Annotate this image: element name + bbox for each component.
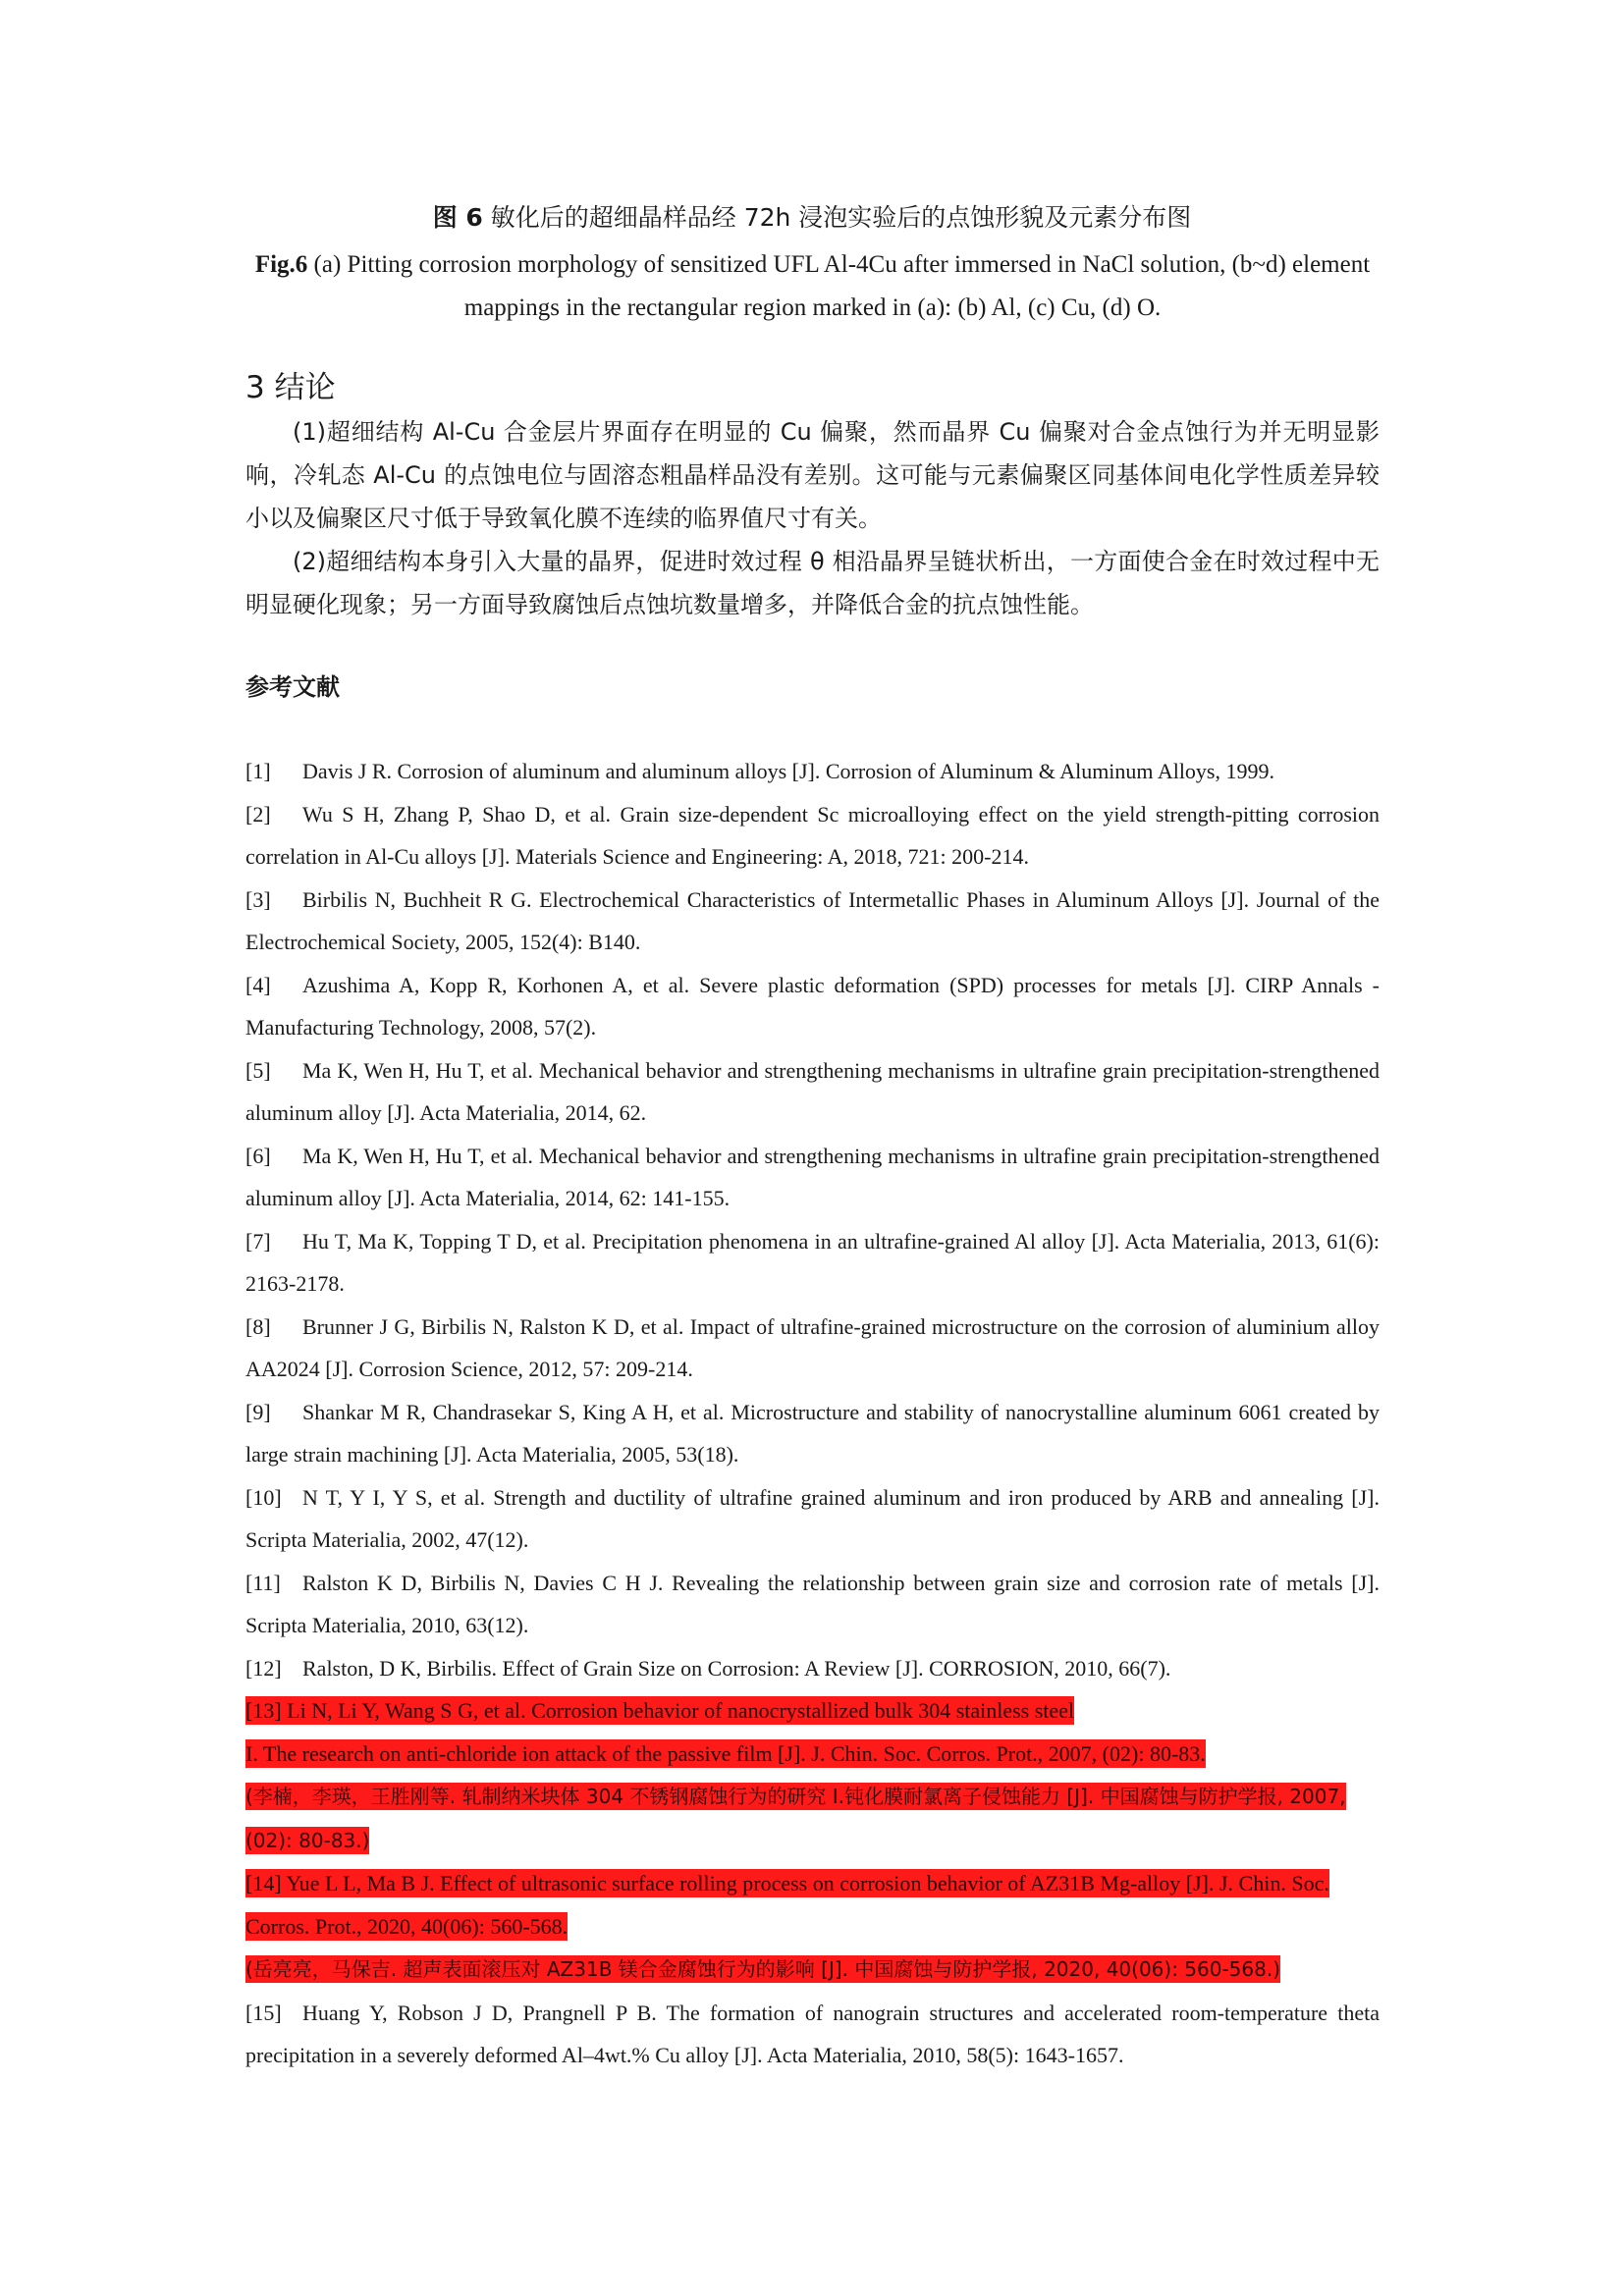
reference-item bbox=[245, 793, 1380, 879]
reference-text: Wu S H, Zhang P, Shao D, et al. Grain size-dependent Sc microalloying effect on the yield strength-pitting corrosion correlation in Al-Cu alloys [J]. Materials Science and Engineering: A, 2018, 721: 200-214. bbox=[245, 801, 1380, 869]
figure-caption-en bbox=[245, 243, 1380, 330]
reference-number: [9] bbox=[245, 1399, 271, 1424]
reference-text: Birbilis N, Buchheit R G. Electrochemical Characteristics of Intermetallic Phases in Aluminum Alloys [J]. Journal of the Electrochemical Society, 2005, 152(4): B140. bbox=[245, 886, 1380, 954]
section-title: 3 结论 bbox=[245, 370, 336, 405]
reference-text: Davis J R. Corrosion of aluminum and aluminum alloys [J]. Corrosion of Aluminum & Aluminum Alloys, 1999. bbox=[302, 759, 1274, 783]
reference-item bbox=[245, 1135, 1380, 1220]
highlight-mark: [13] Li N, Li Y, Wang S G, et al. Corrosion behavior of nanocrystallized bulk 304 stainless steel bbox=[245, 1698, 1075, 1723]
reference-item bbox=[245, 964, 1380, 1049]
reference-number: [10] bbox=[245, 1484, 282, 1510]
highlighted-reference-14 bbox=[245, 1862, 1380, 1948]
reference-text: N T, Y I, Y S, et al. Strength and ductility of ultrafine grained aluminum and iron produced by ARB and annealing [J]. Scripta Materialia, 2002, 47(12). bbox=[245, 1484, 1380, 1552]
reference-number: [1] bbox=[245, 759, 271, 783]
figure-label-cn: 图 6 bbox=[432, 203, 483, 232]
reference-text: Azushima A, Kopp R, Korhonen A, et al. Severe plastic deformation (SPD) processes for metals [J]. CIRP Annals - Manufacturing Technology, 2008, 57(2). bbox=[245, 972, 1380, 1040]
reference-number: [2] bbox=[245, 801, 271, 827]
figure-label-en: Fig.6 bbox=[254, 251, 308, 278]
reference-item bbox=[245, 750, 1380, 793]
figure-text-cn: 敏化后的超细晶样品经 72h 浸泡实验后的点蚀形貌及元素分布图 bbox=[490, 203, 1192, 232]
reference-item bbox=[245, 1992, 1380, 2077]
reference-item bbox=[245, 1306, 1380, 1391]
reference-number: [11] bbox=[245, 1570, 281, 1595]
reference-text: Shankar M R, Chandrasekar S, King A H, et al. Microstructure and stability of nanocrystalline aluminum 6061 created by large strain machining [J]. Acta Materialia, 2005, 53(18). bbox=[245, 1399, 1380, 1467]
reference-number: [15] bbox=[245, 2000, 282, 2025]
reference-item bbox=[245, 1562, 1380, 1647]
reference-number: [5] bbox=[245, 1057, 271, 1083]
reference-text: Hu T, Ma K, Topping T D, et al. Precipitation phenomena in an ultrafine-grained Al alloy [J]. Acta Materialia, 2013, 61(6): 2163-2178. bbox=[245, 1228, 1380, 1296]
figure-text-en: (a) Pitting corrosion morphology of sensitized UFL Al-4Cu after immersed in NaCl solution, (b~d) element mappings in the rectangular region marked in (a): (b) Al, (c) Cu, (d) O. bbox=[313, 251, 1371, 321]
highlight-mark: (李楠，李瑛，王胜刚等. 轧制纳米块体 304 不锈钢腐蚀行为的研究 I.钝化膜耐氯离子侵蚀能力 [J]. 中国腐蚀与防护学报, 2007, (02): 80-83.) bbox=[245, 1785, 1346, 1852]
reference-text: Ralston, D K, Birbilis. Effect of Grain Size on Corrosion: A Review [J]. CORROSION, 2010, 66(7). bbox=[302, 1655, 1171, 1681]
figure-caption-cn bbox=[0, 200, 1624, 236]
highlight-mark: [14] Yue L L, Ma B J. Effect of ultrasonic surface rolling process on corrosion behavior of AZ31B Mg-alloy [J]. J. Chin. Soc. Corros. Prot., 2020, 40(06): 560-568. bbox=[245, 1871, 1329, 1939]
references-heading: 参考文献 bbox=[245, 673, 340, 701]
reference-text: Brunner J G, Birbilis N, Ralston K D, et al. Impact of ultrafine-grained microstructure on the corrosion of aluminium alloy AA2024 [J]. Corrosion Science, 2012, 57: 209-214. bbox=[245, 1313, 1380, 1381]
reference-text: Huang Y, Robson J D, Prangnell P B. The formation of nanograin structures and accelerated room-temperature theta precipitation in a severely deformed Al–4wt.% Cu alloy [J]. Acta Materialia, 2010, 58(5): 1643-1657. bbox=[245, 2000, 1380, 2067]
highlighted-reference-14-cn bbox=[245, 1948, 1380, 1992]
reference-number: [7] bbox=[245, 1228, 271, 1254]
highlighted-reference-13-cn bbox=[245, 1775, 1380, 1862]
highlight-mark: I. The research on anti-chloride ion attack of the passive film [J]. J. Chin. Soc. Corros. Prot., 2007, (02): 80-83. bbox=[245, 1740, 1206, 1766]
conclusion-paragraph-1: (1)超细结构 Al-Cu 合金层片界面存在明显的 Cu 偏聚，然而晶界 Cu 偏聚对合金点蚀行为并无明显影响，冷轧态 Al-Cu 的点蚀电位与固溶态粗晶样品没有差别。这可能与元素偏聚区同基体间电化学性质差异较小以及偏聚区尺寸低于导致氧化膜不连续的临界值尺寸有关。 bbox=[245, 418, 1380, 532]
reference-item bbox=[245, 1476, 1380, 1562]
reference-number: [12] bbox=[245, 1655, 282, 1681]
reference-list bbox=[245, 750, 1380, 2077]
conclusion-paragraph-2: (2)超细结构本身引入大量的晶界，促进时效过程 θ 相沿晶界呈链状析出，一方面使合金在时效过程中无明显硬化现象；另一方面导致腐蚀后点蚀坑数量增多，并降低合金的抗点蚀性能。 bbox=[245, 548, 1380, 618]
highlight-mark: (岳亮亮，马保吉. 超声表面滚压对 AZ31B 镁合金腐蚀行为的影响 [J]. 中国腐蚀与防护学报, 2020, 40(06): 560-568.) bbox=[245, 1957, 1281, 1981]
reference-item bbox=[245, 1049, 1380, 1135]
reference-text: Ma K, Wen H, Hu T, et al. Mechanical behavior and strengthening mechanisms in ultrafine grain precipitation-strengthened aluminum alloy [J]. Acta Materialia, 2014, 62. bbox=[245, 1057, 1380, 1125]
reference-item bbox=[245, 1220, 1380, 1306]
reference-text: Ma K, Wen H, Hu T, et al. Mechanical behavior and strengthening mechanisms in ultrafine grain precipitation-strengthened aluminum alloy [J]. Acta Materialia, 2014, 62: 141-155. bbox=[245, 1143, 1380, 1210]
reference-item bbox=[245, 1391, 1380, 1476]
reference-number: [6] bbox=[245, 1143, 271, 1168]
reference-item bbox=[245, 1647, 1380, 1690]
highlighted-reference-13-line-2 bbox=[245, 1733, 1380, 1776]
reference-number: [3] bbox=[245, 886, 271, 912]
reference-text: Ralston K D, Birbilis N, Davies C H J. Revealing the relationship between grain size and corrosion rate of metals [J]. Scripta Materialia, 2010, 63(12). bbox=[245, 1570, 1380, 1637]
reference-item bbox=[245, 879, 1380, 964]
highlighted-reference-13-line-1 bbox=[245, 1689, 1380, 1733]
reference-number: [8] bbox=[245, 1313, 271, 1339]
reference-number: [4] bbox=[245, 972, 271, 997]
